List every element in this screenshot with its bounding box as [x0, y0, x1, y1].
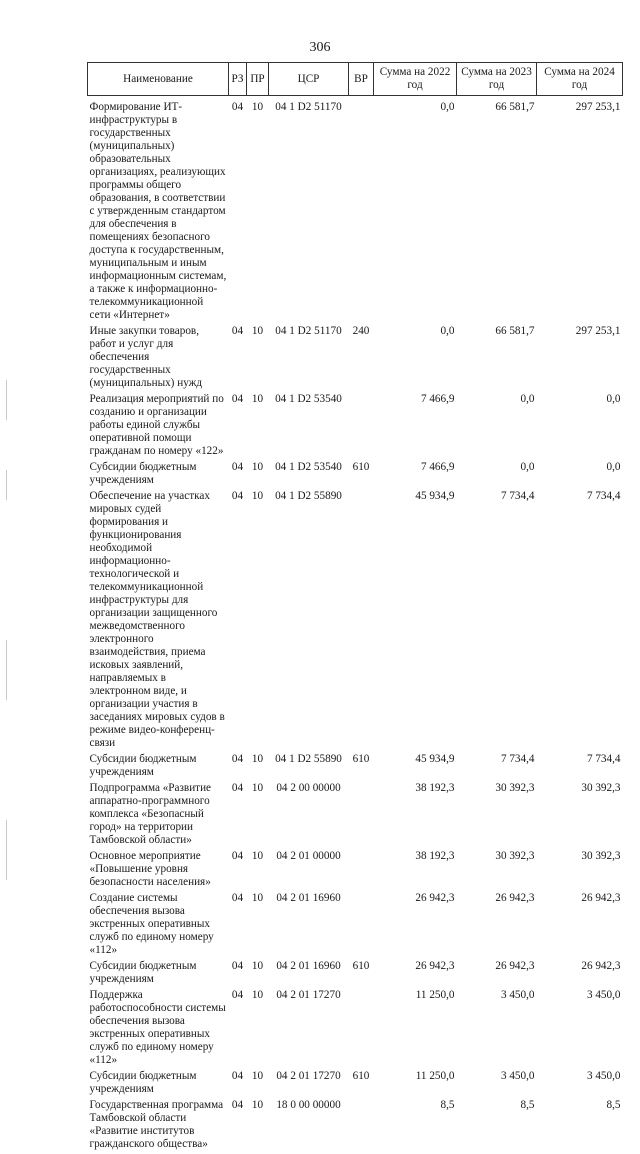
margin-mark: [6, 820, 7, 880]
cell-csr: 04 1 D2 53540: [269, 461, 349, 490]
table-row: [88, 850, 623, 892]
cell-rz: 04: [229, 490, 247, 753]
cell-sum-2024: 3 450,0: [537, 989, 623, 1070]
table-row: [88, 1099, 623, 1154]
cell-name: Субсидии бюджетным учреждениям: [88, 960, 229, 989]
cell-rz: 04: [229, 782, 247, 850]
header-csr: ЦСР: [269, 63, 349, 96]
cell-sum-2022: 11 250,0: [374, 989, 457, 1070]
cell-rz: 04: [229, 393, 247, 461]
table-row: [88, 1070, 623, 1099]
cell-sum-2022: 7 466,9: [374, 461, 457, 490]
cell-name: Субсидии бюджетным учреждениям: [88, 461, 229, 490]
cell-rz: 04: [229, 753, 247, 782]
cell-sum-2022: 11 250,0: [374, 1070, 457, 1099]
cell-sum-2023: 7 734,4: [457, 753, 537, 782]
cell-sum-2023: 8,5: [457, 1099, 537, 1154]
cell-name: Субсидии бюджетным учреждениям: [88, 753, 229, 782]
cell-csr: 04 2 00 00000: [269, 782, 349, 850]
cell-sum-2024: 30 392,3: [537, 782, 623, 850]
table-row: [88, 892, 623, 960]
table-body: [88, 96, 623, 1154]
cell-sum-2023: 3 450,0: [457, 1070, 537, 1099]
cell-name: Основное мероприятие «Повышение уровня безопасности населения»: [88, 850, 229, 892]
cell-csr: 04 1 D2 53540: [269, 393, 349, 461]
cell-vr: 610: [349, 461, 374, 490]
cell-sum-2024: 8,5: [537, 1099, 623, 1154]
cell-name: Подпрограмма «Развитие аппаратно-программного комплекса «Безопасный город» на территории Тамбовской области»: [88, 782, 229, 850]
cell-vr: [349, 782, 374, 850]
cell-sum-2024: 30 392,3: [537, 850, 623, 892]
cell-csr: 04 2 01 00000: [269, 850, 349, 892]
cell-rz: 04: [229, 325, 247, 393]
table-row: [88, 989, 623, 1070]
cell-sum-2022: 38 192,3: [374, 850, 457, 892]
cell-sum-2022: 45 934,9: [374, 490, 457, 753]
table-row: [88, 393, 623, 461]
header-row: [88, 63, 623, 96]
cell-csr: 04 2 01 16960: [269, 960, 349, 989]
cell-sum-2022: 45 934,9: [374, 753, 457, 782]
table-row: [88, 325, 623, 393]
cell-vr: 240: [349, 325, 374, 393]
cell-pr: 10: [247, 1070, 269, 1099]
margin-mark: [6, 640, 7, 700]
header-sum-2024: Сумма на 2024 год: [537, 63, 623, 96]
cell-vr: [349, 892, 374, 960]
table-row: [88, 461, 623, 490]
cell-sum-2022: 38 192,3: [374, 782, 457, 850]
cell-rz: 04: [229, 960, 247, 989]
cell-rz: 04: [229, 461, 247, 490]
cell-sum-2024: 0,0: [537, 461, 623, 490]
header-vr: ВР: [349, 63, 374, 96]
cell-sum-2023: 7 734,4: [457, 490, 537, 753]
cell-vr: [349, 850, 374, 892]
cell-vr: [349, 96, 374, 326]
cell-pr: 10: [247, 461, 269, 490]
cell-sum-2022: 26 942,3: [374, 960, 457, 989]
header-sum-2022: Сумма на 2022 год: [374, 63, 457, 96]
cell-sum-2022: 8,5: [374, 1099, 457, 1154]
cell-pr: 10: [247, 490, 269, 753]
cell-name: Государственная программа Тамбовской области «Развитие институтов гражданского общества»: [88, 1099, 229, 1154]
cell-sum-2022: 26 942,3: [374, 892, 457, 960]
cell-rz: 04: [229, 892, 247, 960]
cell-pr: 10: [247, 782, 269, 850]
cell-name: Реализация мероприятий по созданию и организации работы единой службы оперативной помощи гражданам по номеру «122»: [88, 393, 229, 461]
cell-vr: 610: [349, 960, 374, 989]
cell-rz: 04: [229, 850, 247, 892]
cell-vr: [349, 490, 374, 753]
cell-sum-2024: 3 450,0: [537, 1070, 623, 1099]
cell-sum-2023: 3 450,0: [457, 989, 537, 1070]
cell-name: Формирование ИТ-инфраструктуры в государственных (муниципальных) образовательных организациях, реализующих программы общего образования, в соответствии с утвержденным стандартом для обеспечения в помещениях безопасного доступа к государственным, муниципальным и иным информационным системам, а также к информационно-телекоммуникационной сети «Интернет»: [88, 96, 229, 326]
cell-name: Обеспечение на участках мировых судей формирования и функционирования необходимой информационно-технологической и телекоммуникационной инфраструктуры для организации защищенного межведомственного электронного взаимодействия, приема исковых заявлений, направляемых в электронном виде, и организации участия в заседаниях мировых судов в режиме видео-конференц-связи: [88, 490, 229, 753]
cell-csr: 04 1 D2 55890: [269, 490, 349, 753]
cell-csr: 04 1 D2 51170: [269, 325, 349, 393]
cell-sum-2024: 0,0: [537, 393, 623, 461]
cell-sum-2023: 30 392,3: [457, 850, 537, 892]
cell-sum-2022: 0,0: [374, 96, 457, 326]
margin-mark: [6, 380, 7, 420]
cell-vr: 610: [349, 1070, 374, 1099]
cell-sum-2022: 7 466,9: [374, 393, 457, 461]
cell-sum-2023: 66 581,7: [457, 96, 537, 326]
cell-sum-2023: 30 392,3: [457, 782, 537, 850]
cell-name: Иные закупки товаров, работ и услуг для обеспечения государственных (муниципальных) нужд: [88, 325, 229, 393]
header-pr: ПР: [247, 63, 269, 96]
table-row: [88, 490, 623, 753]
header-rz: РЗ: [229, 63, 247, 96]
cell-csr: 04 2 01 17270: [269, 989, 349, 1070]
table-header: [88, 63, 623, 96]
cell-rz: 04: [229, 96, 247, 326]
cell-pr: 10: [247, 1099, 269, 1154]
cell-name: Субсидии бюджетным учреждениям: [88, 1070, 229, 1099]
cell-csr: 18 0 00 00000: [269, 1099, 349, 1154]
cell-pr: 10: [247, 960, 269, 989]
cell-vr: [349, 989, 374, 1070]
cell-rz: 04: [229, 1070, 247, 1099]
cell-sum-2023: 26 942,3: [457, 892, 537, 960]
cell-pr: 10: [247, 325, 269, 393]
table-row: [88, 96, 623, 326]
cell-csr: 04 1 D2 51170: [269, 96, 349, 326]
cell-pr: 10: [247, 892, 269, 960]
cell-pr: 10: [247, 850, 269, 892]
page-number: 306: [0, 40, 640, 56]
table-row: [88, 782, 623, 850]
cell-sum-2024: 26 942,3: [537, 892, 623, 960]
cell-sum-2024: 297 253,1: [537, 96, 623, 326]
header-sum-2023: Сумма на 2023 год: [457, 63, 537, 96]
cell-sum-2023: 26 942,3: [457, 960, 537, 989]
cell-sum-2024: 7 734,4: [537, 490, 623, 753]
header-name: Наименование: [88, 63, 229, 96]
cell-name: Поддержка работоспособности системы обеспечения вызова экстренных оперативных служб по единому номеру «112»: [88, 989, 229, 1070]
cell-vr: [349, 1099, 374, 1154]
cell-pr: 10: [247, 96, 269, 326]
cell-csr: 04 2 01 17270: [269, 1070, 349, 1099]
cell-sum-2023: 0,0: [457, 393, 537, 461]
cell-csr: 04 1 D2 55890: [269, 753, 349, 782]
cell-sum-2024: 26 942,3: [537, 960, 623, 989]
cell-rz: 04: [229, 989, 247, 1070]
cell-sum-2024: 297 253,1: [537, 325, 623, 393]
cell-sum-2024: 7 734,4: [537, 753, 623, 782]
margin-mark: [6, 470, 7, 500]
cell-sum-2022: 0,0: [374, 325, 457, 393]
cell-pr: 10: [247, 393, 269, 461]
table-row: [88, 960, 623, 989]
budget-table: [87, 62, 623, 1154]
cell-name: Создание системы обеспечения вызова экстренных оперативных служб по единому номеру «112»: [88, 892, 229, 960]
cell-sum-2023: 66 581,7: [457, 325, 537, 393]
cell-pr: 10: [247, 989, 269, 1070]
cell-sum-2023: 0,0: [457, 461, 537, 490]
cell-rz: 04: [229, 1099, 247, 1154]
cell-vr: [349, 393, 374, 461]
cell-pr: 10: [247, 753, 269, 782]
cell-vr: 610: [349, 753, 374, 782]
cell-csr: 04 2 01 16960: [269, 892, 349, 960]
table-row: [88, 753, 623, 782]
